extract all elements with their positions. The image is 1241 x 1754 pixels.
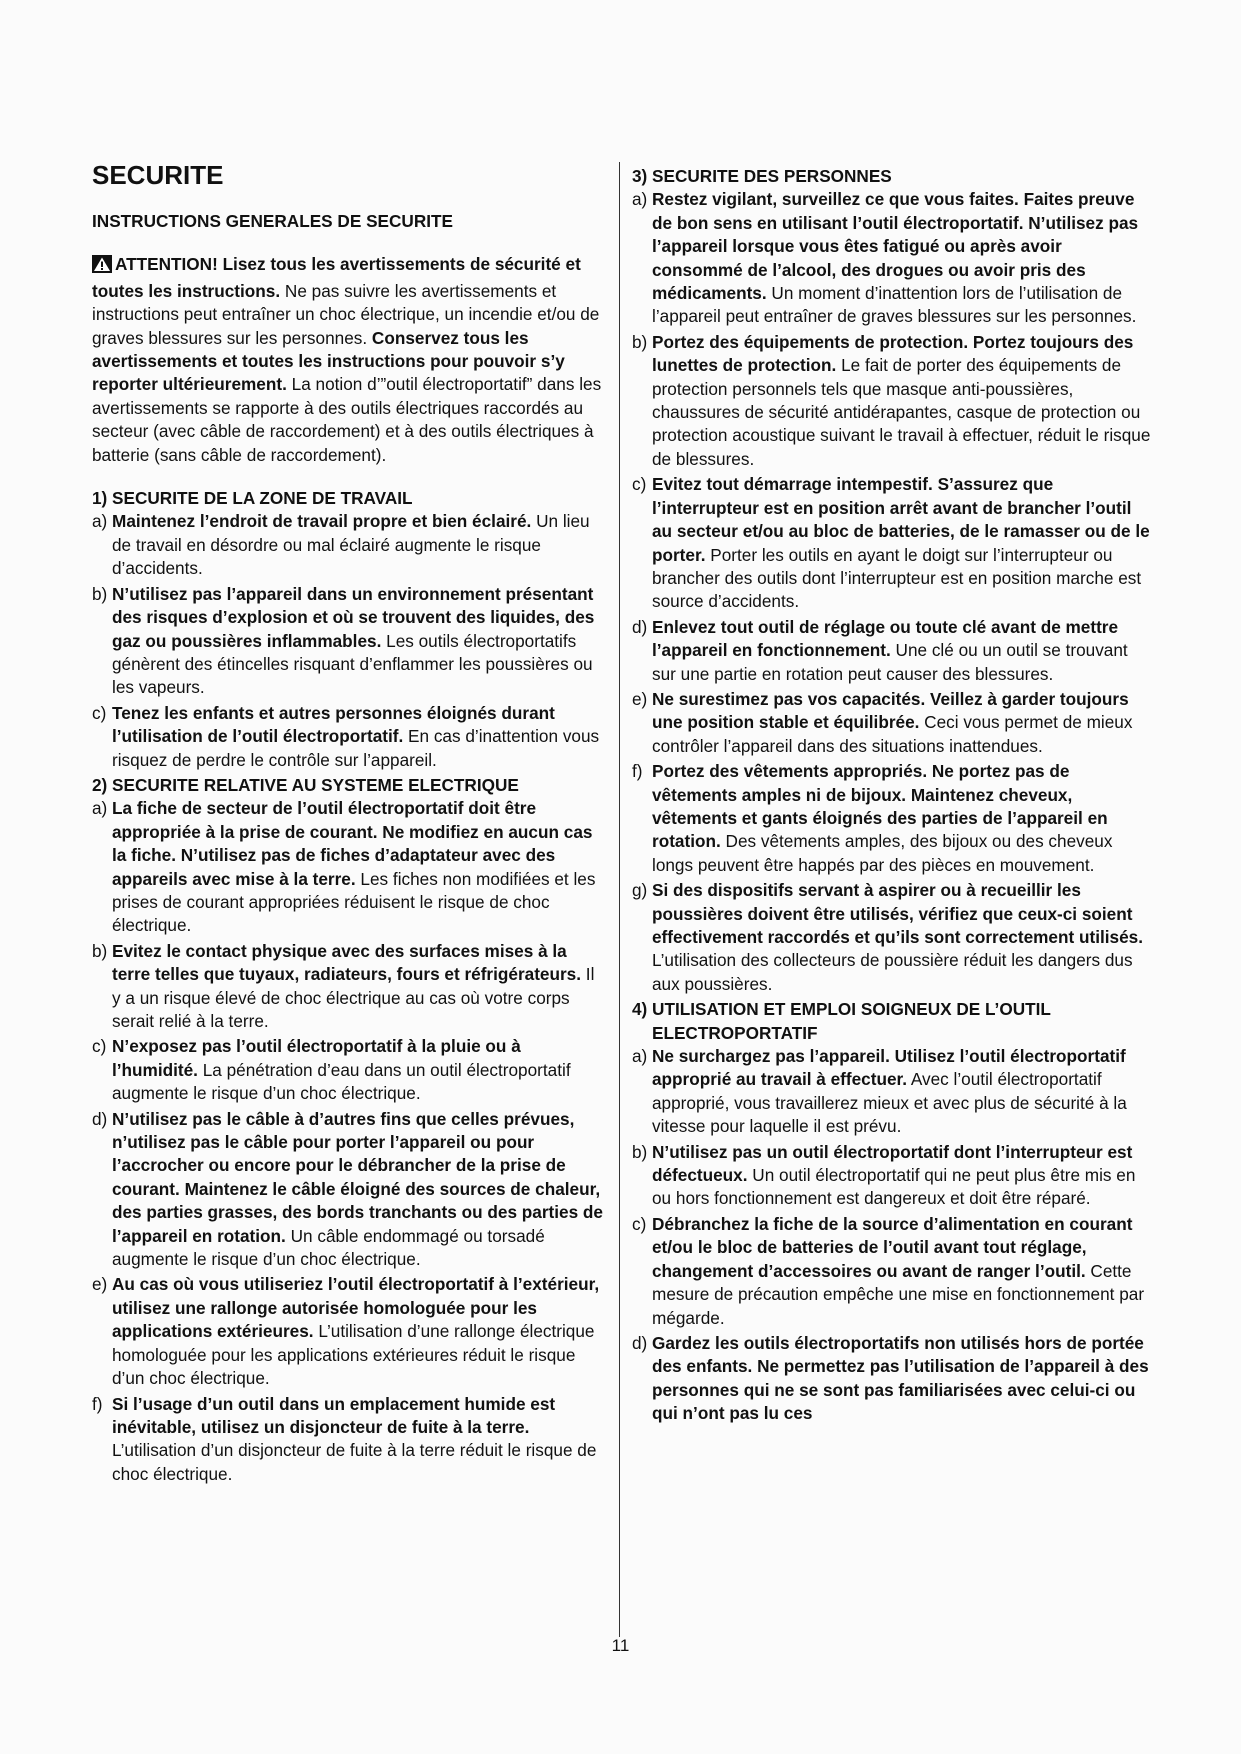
item-bold: N’utilisez pas le câble à d’autres fins que celles prévues, n’utilisez pas le câble pour porter l’appareil ou pour l’accrocher ou encore pour le débrancher de la prise de courant. Maintenez le câble éloigné des sources de chaleur, des parties grasses, des bords tranchants ou des parties de l’appareil en rotation.: [112, 1108, 603, 1246]
item-bold: Débranchez la fiche de la source d’alimentation en courant et/ou le bloc de batteries de l’outil avant tout réglage, changement d’accessoires ou avant de ranger l’outil.: [652, 1213, 1133, 1281]
item-text: Un câble endommagé ou torsadé augmente le risque d’un choc électrique.: [112, 1225, 545, 1270]
item-letter: c): [92, 1036, 107, 1057]
item-bold: Maintenez l’endroit de travail propre et bien éclairé.: [112, 511, 532, 532]
item-letter: b): [92, 583, 108, 604]
item-letter: e): [632, 688, 648, 709]
item-bold: Evitez tout démarrage intempestif. S’assurez que l’interrupteur est en position arrêt avant de brancher l’outil au secteur et/ou au bloc de batteries, de le ramasser ou de le porter.: [652, 474, 1150, 565]
left-column: [92, 160, 607, 1488]
item-text: L’utilisation d’une rallonge électrique homologuée pour les applications extérieures réduit le risque d’un choc électrique.: [112, 1321, 595, 1389]
list-item: [632, 1332, 1152, 1426]
right-column: [632, 165, 1152, 1428]
item-bold: Si des dispositifs servant à aspirer ou à recueillir les poussières doivent être utilisés, vérifiez que ceux-ci soient effectivement raccordés et qu’ils sont correctement utilisés.: [652, 880, 1143, 947]
list-item: [92, 1393, 607, 1487]
intro-keep-bold: Conservez tous les avertissements et toutes les instructions pour pouvoir s’y reporter ultérieurement.: [92, 327, 565, 395]
item-letter: e): [92, 1274, 108, 1295]
list-item: [92, 583, 607, 700]
section-heading: 2) SECURITE RELATIVE AU SYSTEME ELECTRIQUE: [92, 774, 519, 795]
list-item: [92, 510, 607, 580]
item-text: Les outils électroportatifs génèrent des étincelles risquant d’enflammer les poussières ou les vapeurs.: [112, 630, 593, 698]
intro-text-b: La notion d’”outil électroportatif” dans les avertissements se rapporte à des outils électriques raccordés au secteur (avec câble de raccordement) et à des outils électriques à batterie (sans câble de raccordement).: [92, 374, 602, 465]
list-item: [632, 616, 1152, 686]
item-letter: b): [632, 331, 648, 352]
item-letter: f): [92, 1393, 103, 1414]
item-bold: Au cas où vous utiliseriez l’outil électroportatif à l’extérieur, utilisez une rallonge autorisée homologuée pour les applications extérieures.: [112, 1274, 600, 1342]
list-item: [632, 1141, 1152, 1211]
section-personal-safety: [632, 165, 1152, 996]
item-bold: N’utilisez pas un outil électroportatif dont l’interrupteur est défectueux.: [652, 1141, 1133, 1186]
item-letter: c): [632, 474, 647, 495]
item-bold: La fiche de secteur de l’outil électroportatif doit être appropriée à la prise de courant. Ne modifiez en aucun cas la fiche. N’utilisez pas de fiches d’adaptateur avec des appareils avec mise à la terre.: [112, 798, 593, 889]
manual-page: [92, 160, 1152, 1650]
item-bold: Ne surchargez pas l’appareil. Utilisez l’outil électroportatif approprié au travail à effectuer.: [652, 1046, 1126, 1090]
item-letter: b): [632, 1141, 648, 1162]
list-item: [632, 1045, 1152, 1139]
section-heading: 4) UTILISATION ET EMPLOI SOIGNEUX DE L’OUTIL ELECTROPORTATIF: [632, 999, 1051, 1043]
item-letter: g): [632, 880, 648, 901]
item-text: Un lieu de travail en désordre ou mal éclairé augmente le risque d’accidents.: [112, 511, 590, 579]
item-text: Il y a un risque élevé de choc électrique au cas où votre corps serait relié à la terre.: [112, 964, 595, 1031]
item-text: Le fait de porter des équipements de protection personnels tels que masque anti-poussières, chaussures de sécurité antidérapantes, casque de protection ou protection acoustique suivant le travail à effectuer, réduit le risque de blessures.: [652, 355, 1151, 469]
intro-warning-bold: ATTENTION! Lisez tous les avertissements de sécurité et toutes les instructions.: [92, 254, 581, 301]
section-tool-use: [632, 998, 1152, 1425]
list-item: [92, 940, 607, 1034]
list-item: [632, 473, 1152, 613]
item-bold: Enlevez tout outil de réglage ou toute clé avant de mettre l’appareil en fonctionnement.: [652, 616, 1119, 661]
item-bold: Ne surestimez pas vos capacités. Veillez à garder toujours une position stable et équilibrée.: [652, 688, 1129, 733]
item-bold: Restez vigilant, surveillez ce que vous faites. Faites preuve de bon sens en utilisant l’outil électroportatif. N’utilisez pas l’appareil lorsque vous êtes fatigué ou après avoir consommé de l’alcool, des drogues ou avoir pris des médicaments.: [652, 189, 1139, 304]
item-text: En cas d’inattention vous risquez de perdre le contrôle sur l’appareil.: [112, 726, 600, 770]
section-heading: 3) SECURITE DES PERSONNES: [632, 166, 892, 186]
item-letter: d): [92, 1108, 108, 1129]
item-bold: Tenez les enfants et autres personnes éloignés durant l’utilisation de l’outil électroportatif.: [112, 702, 555, 747]
item-letter: a): [632, 1046, 648, 1067]
item-bold: Portez des vêtements appropriés. Ne portez pas de vêtements amples ni de bijoux. Maintenez cheveux, vêtements et gants éloignés des parties de l’appareil en rotation.: [652, 761, 1108, 852]
item-text: Une clé ou un outil se trouvant sur une partie en rotation peut causer des blessures.: [652, 640, 1128, 684]
section-heading: 1) SECURITE DE LA ZONE DE TRAVAIL: [92, 488, 413, 509]
intro-paragraph: [92, 253, 607, 467]
item-text: Porter les outils en ayant le doigt sur l’interrupteur ou brancher des outils dont l’interrupteur est en position marche est source d’accidents.: [652, 544, 1142, 612]
page-title: SECURITE: [92, 160, 224, 190]
item-letter: c): [92, 702, 107, 723]
list-item: [92, 1035, 607, 1105]
list-item: [92, 1108, 607, 1272]
item-text: Ceci vous permet de mieux contrôler l’appareil dans des situations inattendues.: [652, 712, 1133, 756]
item-text: L’utilisation d’un disjoncteur de fuite à la terre réduit le risque de choc électrique.: [112, 1440, 597, 1484]
item-letter: b): [92, 940, 108, 961]
item-letter: d): [632, 1332, 648, 1353]
item-text: Un outil électroportatif qui ne peut plus être mis en ou hors fonctionnement est dangereux et doit être réparé.: [652, 1165, 1136, 1209]
list-item: [632, 879, 1152, 996]
warning-icon: [92, 255, 112, 279]
item-text: L’utilisation des collecteurs de poussière réduit les dangers dus aux poussières.: [652, 950, 1133, 994]
item-bold: Si l’usage d’un outil dans un emplacement humide est inévitable, utilisez un disjoncteur de fuite à la terre.: [112, 1393, 556, 1437]
column-divider: [619, 162, 620, 1637]
item-bold: Evitez le contact physique avec des surfaces mises à la terre telles que tuyaux, radiateurs, fours et réfrigérateurs.: [112, 940, 582, 985]
list-item: [632, 1213, 1152, 1330]
item-text: Un moment d’inattention lors de l’utilisation de l’appareil peut entraîner de graves blessures sur les personnes.: [652, 283, 1137, 327]
item-text: La pénétration d’eau dans un outil électroportatif augmente le risque d’un choc électrique.: [112, 1059, 571, 1104]
item-letter: a): [92, 798, 108, 819]
page-number: 11: [611, 1636, 630, 1655]
section-work-area: [92, 487, 607, 772]
item-text: Des vêtements amples, des bijoux ou des cheveux longs peuvent être happés par des pièces en mouvement.: [652, 831, 1113, 875]
item-bold: N’exposez pas l’outil électroportatif à la pluie ou à l’humidité.: [112, 1036, 521, 1080]
list-item: [632, 331, 1152, 471]
item-letter: c): [632, 1213, 647, 1234]
item-letter: f): [632, 761, 643, 782]
item-bold: N’utilisez pas l’appareil dans un environnement présentant des risques d’explosion et où se trouvent des liquides, des gaz ou poussières inflammables.: [112, 583, 595, 651]
section-subtitle: INSTRUCTIONS GENERALES DE SECURITE: [92, 211, 453, 231]
list-item: [92, 1273, 607, 1390]
list-item: [92, 702, 607, 772]
intro-text-a: Ne pas suivre les avertissements et instructions peut entraîner un choc électrique, un incendie et/ou de graves blessures sur les personnes.: [92, 280, 600, 348]
item-text: Cette mesure de précaution empêche une mise en fonctionnement par mégarde.: [652, 1260, 1145, 1328]
item-letter: d): [632, 616, 648, 637]
section-electrical: [92, 774, 607, 1486]
list-item: [632, 688, 1152, 758]
list-item: [632, 760, 1152, 877]
item-text: Avec l’outil électroportatif approprié, vous travaillerez mieux et avec plus de sécurité à la vitesse pour laquelle il est prévu.: [652, 1069, 1127, 1137]
list-item: [92, 797, 607, 937]
item-bold: Portez des équipements de protection. Portez toujours des lunettes de protection.: [652, 331, 1134, 376]
item-letter: a): [632, 189, 648, 210]
list-item: [632, 188, 1152, 328]
item-bold: Gardez les outils électroportatifs non utilisés hors de portée des enfants. Ne permettez pas l’utilisation de l’appareil à des personnes qui ne se sont pas familiarisées avec celui-ci ou qui n’ont pas lu ces: [652, 1332, 1149, 1424]
item-letter: a): [92, 511, 108, 532]
item-text: Les fiches non modifiées et les prises de courant appropriées réduisent le risque de choc électrique.: [112, 868, 596, 936]
